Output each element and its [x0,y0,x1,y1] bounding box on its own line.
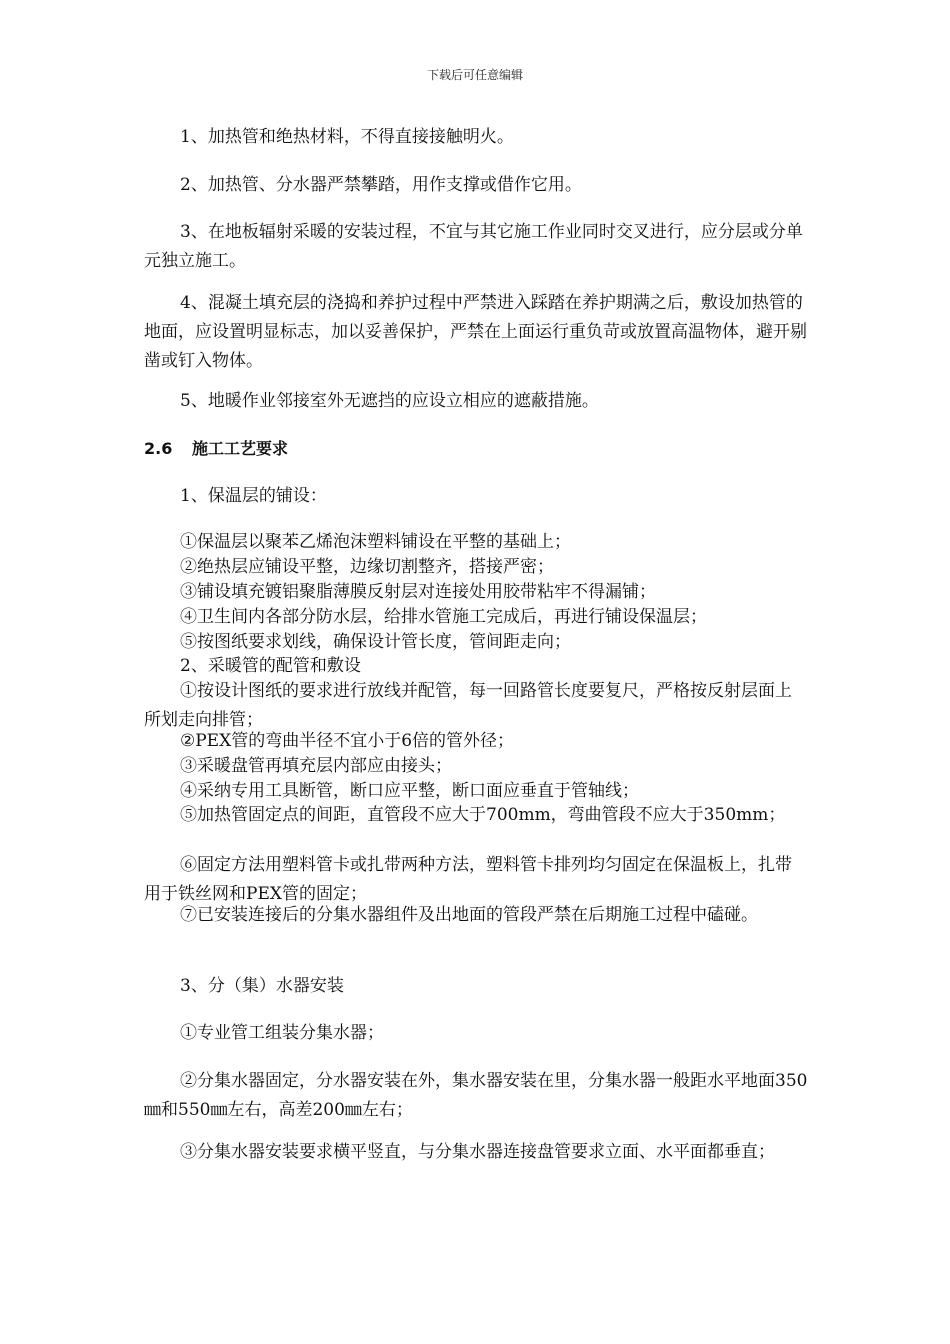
piping-item: ⑥固定方法用塑料管卡或扎带两种方法，塑料管卡排列均匀固定在保温板上，扎带用于铁丝网和PEX管的固定； [144,855,792,904]
piping-item: ⑤加热管固定点的间距，直管段不应大于700mm，弯曲管段不应大于350mm； [180,805,786,825]
insulation-item: ①保温层以聚苯乙烯泡沫塑料铺设在平整的基础上； [180,532,571,552]
section-heading [144,434,808,463]
piping-item: ③采暖盘管再填充层内部应由接头； [180,756,452,776]
piping-item: ①按设计图纸的要求进行放线并配管，每一回路管长度要复尺，严格按反射层面上所划走向排管； [144,681,792,730]
piping-title: 2、采暖管的配管和敷设 [180,656,361,676]
piping-item: ②PEX管的弯曲半径不宜小于6倍的管外径； [180,731,515,751]
insulation-item: ⑤按图纸要求划线，确保设计管长度，管间距走向； [180,632,571,652]
intro-item-3: 3、在地板辐射采暖的安装过程，不宜与其它施工作业同时交叉进行，应分层或分单元独立施工。 [144,222,803,271]
piping-item: ⑦已安装连接后的分集水器组件及出地面的管段严禁在后期施工过程中磕碰。 [180,905,758,925]
insulation-item: ②绝热层应铺设平整，边缘切割整齐，搭接严密； [180,557,554,577]
insulation-item: ③铺设填充镀铝聚脂薄膜反射层对连接处用胶带粘牢不得漏铺； [180,582,656,602]
insulation-item: ④卫生间内各部分防水层，给排水管施工完成后，再进行铺设保温层； [180,607,707,627]
manifold-item: ③分集水器安装要求横平竖直，与分集水器连接盘管要求立面、水平面都垂直； [180,1142,775,1162]
intro-item-4: 4、混凝土填充层的浇捣和养护过程中严禁进入踩踏在养护期满之后，敷设加热管的地面，应设置明显标志，加以妥善保护，严禁在上面运行重负苛或放置高温物体，避开剔凿或钉入物体。 [144,293,807,371]
insulation-title: 1、保温层的铺设： [180,486,327,506]
manifold-item: ②分集水器固定，分水器安装在外，集水器安装在里，分集水器一般距水平地面350㎜和550㎜左右，高差200㎜左右； [144,1071,808,1120]
page-header: 下载后可任意编辑 [426,68,523,82]
intro-item-1: 1、加热管和绝热材料，不得直接接触明火。 [180,127,514,147]
manifold-title: 3、分（集）水器安装 [180,976,344,996]
section-title: 施工工艺要求 [192,439,289,458]
manifold-item: ①专业管工组装分集水器； [180,1023,384,1043]
intro-item-2: 2、加热管、分水器严禁攀踏，用作支撑或借作它用。 [180,175,582,195]
intro-item-5: 5、地暖作业邻接室外无遮挡的应设立相应的遮蔽措施。 [180,391,599,411]
section-number: 2.6 [144,439,173,458]
piping-item: ④采纳专用工具断管，断口应平整，断口面应垂直于管轴线； [180,781,639,801]
